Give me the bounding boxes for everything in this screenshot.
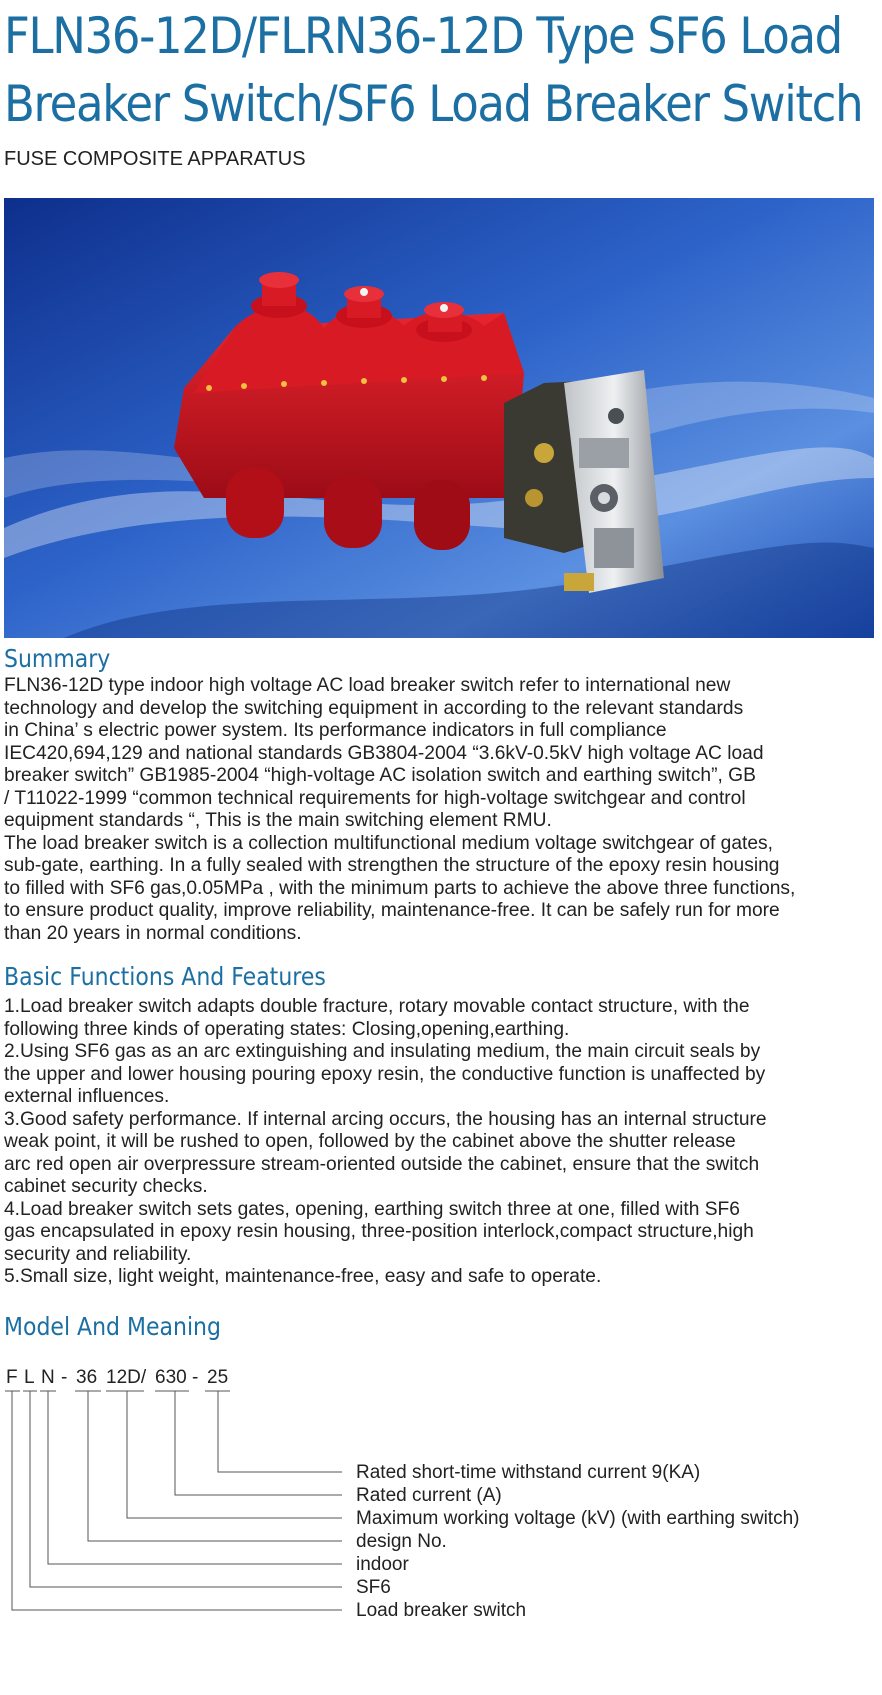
summary-line: FLN36-12D type indoor high voltage AC load breaker switch refer to international new — [4, 675, 731, 696]
feature-line: 3.Good safety performance. If internal arcing occurs, the housing has an internal structure — [4, 1108, 767, 1130]
summary-line: to filled with SF6 gas,0.05MPa , with the minimum parts to achieve the above three functions, — [4, 877, 796, 899]
title-line-2: Breaker Switch/SF6 Load Breaker Switch — [4, 75, 863, 133]
code-part-dash: - — [61, 1368, 68, 1388]
summary-line: than 20 years in normal conditions. — [4, 922, 302, 944]
feature-line: 4.Load breaker switch sets gates, opening, earthing switch three at one, filled with SF6 — [4, 1198, 740, 1220]
summary-line: The load breaker switch is a collection multifunctional medium voltage switchgear of gates, — [4, 832, 773, 854]
feature-line: 5.Small size, light weight, maintenance-free, easy and safe to operate. — [4, 1266, 602, 1287]
features-text — [4, 996, 882, 1289]
summary-line: sub-gate, earthing. In a fully sealed with strengthen the structure of the epoxy resin housing — [4, 855, 780, 876]
feature-line: 1.Load breaker switch adapts double fracture, rotary movable contact structure, with the — [4, 996, 750, 1017]
summary-line: technology and develop the switching equipment in according to the relevant standards — [4, 697, 744, 719]
summary-line: equipment standards “, This is the main switching element RMU. — [4, 810, 552, 831]
code-part-L: L — [24, 1368, 35, 1388]
feature-line: security and reliability. — [4, 1243, 192, 1265]
model-heading: Model And Meaning — [4, 1312, 221, 1341]
subtitle: FUSE COMPOSITE APPARATUS — [4, 148, 306, 170]
meaning-label: Rated current (A) — [356, 1485, 502, 1506]
features-heading: Basic Functions And Features — [4, 962, 326, 991]
title-line-1: FLN36-12D/FLRN36-12D Type SF6 Load — [4, 7, 842, 65]
feature-line: 2.Using SF6 gas as an arc extinguishing and insulating medium, the main circuit seals by — [4, 1041, 761, 1062]
code-part-12d: 12D/ — [106, 1368, 147, 1388]
code-part-25: 25 — [207, 1368, 229, 1388]
feature-line: cabinet security checks. — [4, 1176, 208, 1197]
feature-line: following three kinds of operating states: Closing,opening,earthing. — [4, 1018, 570, 1040]
meaning-label: Load breaker switch — [356, 1600, 527, 1621]
model-diagram — [0, 1368, 882, 1690]
summary-line: IEC420,694,129 and national standards GB3804-2004 “3.6kV-0.5kV high voltage AC load — [4, 742, 764, 764]
code-part-dash: - — [192, 1368, 199, 1388]
meaning-label: Rated short-time withstand current 9(KA) — [356, 1462, 701, 1483]
summary-line: in China’ s electric power system. Its performance indicators in full compliance — [4, 720, 667, 741]
summary-line: / T11022-1999 “common technical requirements for high-voltage switchgear and control — [4, 787, 746, 809]
code-part-N: N — [41, 1368, 55, 1388]
meaning-label: Maximum working voltage (kV) (with earthing switch) — [356, 1508, 800, 1529]
feature-line: arc red open air overpressure stream-oriented outside the cabinet, ensure that the switch — [4, 1153, 760, 1175]
meaning-label: indoor — [356, 1554, 409, 1575]
code-part-F: F — [6, 1368, 18, 1388]
summary-text — [4, 675, 882, 945]
code-part-36: 36 — [76, 1368, 98, 1388]
page-title — [4, 2, 863, 138]
summary-line: to ensure product quality, improve reliability, maintenance-free. It can be safely run for more — [4, 900, 780, 921]
meaning-label: SF6 — [356, 1577, 391, 1598]
summary-line: breaker switch” GB1985-2004 “high-voltage AC isolation switch and earthing switch”, GB — [4, 765, 756, 786]
summary-heading: Summary — [4, 644, 111, 673]
meaning-label: design No. — [356, 1531, 447, 1552]
product-photo — [4, 198, 874, 638]
feature-line: the upper and lower housing pouring epoxy resin, the conductive function is unaffected by — [4, 1063, 766, 1085]
feature-line: gas encapsulated in epoxy resin housing, three-position interlock,compact structure,high — [4, 1221, 754, 1242]
feature-line: external influences. — [4, 1086, 170, 1107]
code-part-630: 630 — [155, 1368, 187, 1388]
feature-line: weak point, it will be rushed to open, followed by the cabinet above the shutter release — [4, 1131, 736, 1152]
model-leader-lines — [5, 1391, 342, 1610]
